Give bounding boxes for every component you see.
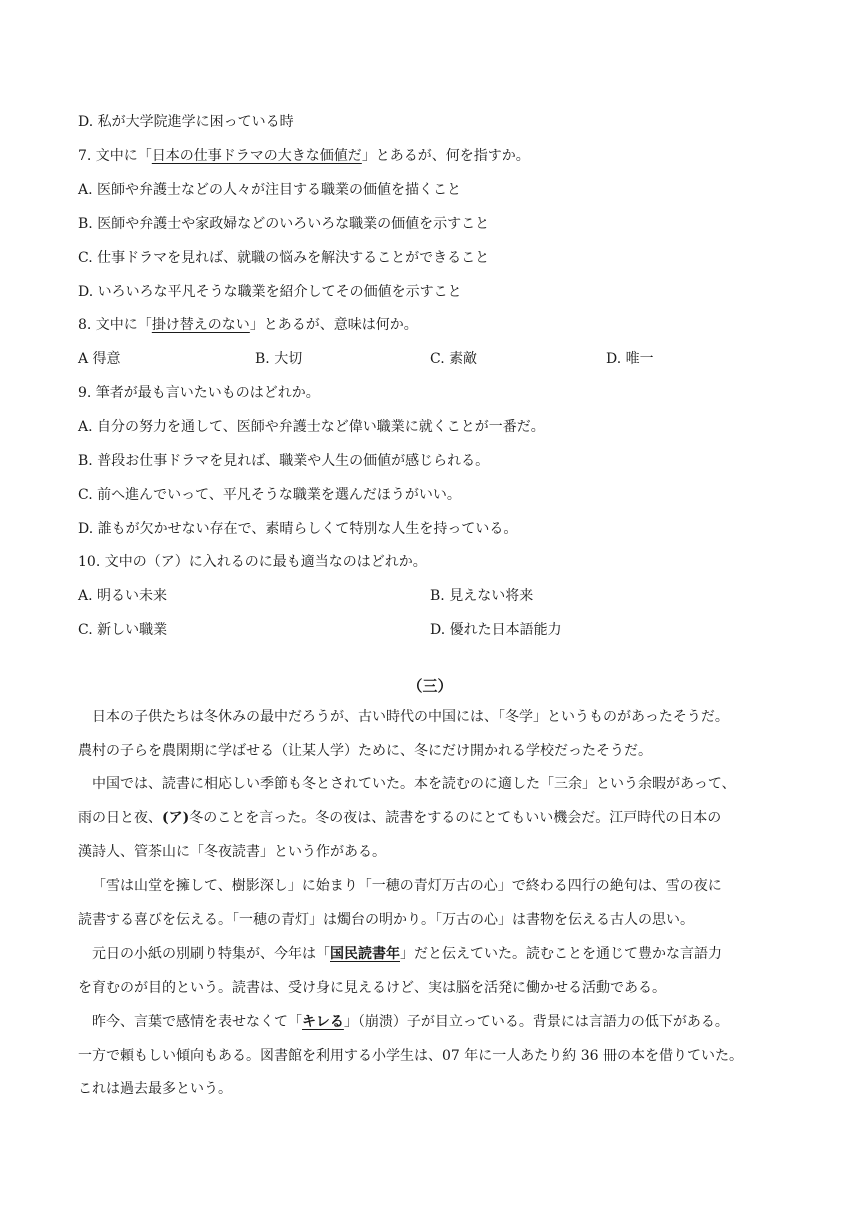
passage-text: 」だと伝えていた。読むことを通じて豊かな言語力 — [400, 946, 722, 962]
passage-text: 昨今、言葉で感情を表せなくて「 — [92, 1014, 302, 1030]
q8-stem — [78, 315, 418, 335]
passage-line: 漢詩人、管茶山に「冬夜読書」という作がある。 — [78, 844, 386, 860]
q7-option-b: B. 医師や弁護士や家政婦などのいろいろな職業の価値を示すこと — [78, 216, 490, 232]
section-title: （三） — [407, 677, 453, 695]
q9-stem: 9. 筆者が最も言いたいものはどれか。 — [78, 385, 320, 401]
passage-line: 一方で頼もしい傾向もある。図書館を利用する小学生は、07 年に一人あたり約 36 冊の本を借りていた。 — [78, 1048, 743, 1064]
q7-option-c: C. 仕事ドラマを見れば、就職の悩みを解決することができること — [78, 250, 490, 266]
passage-text: 冬のことを言った。冬の夜は、読書をするのにとてもいい機会だ。江戸時代の日本の — [189, 810, 722, 826]
q8-suffix: 」とあるが、意味は何か。 — [249, 317, 418, 333]
passage-line — [92, 944, 722, 964]
q10-option-c: C. 新しい職業 — [78, 622, 168, 638]
blank-marker: (ア) — [162, 810, 190, 826]
q10-option-d: D. 優れた日本語能力 — [430, 622, 562, 638]
q8-prefix: 8. 文中に「 — [78, 317, 152, 333]
passage-line — [92, 1012, 729, 1032]
passage-line: 「雪は山堂を擁して、樹影深し」に始まり「一穂の青灯万古の心」で終わる四行の絶句は、雪の夜に — [92, 878, 722, 894]
passage-line: を育むのが目的という。読書は、受け身に見えるけど、実は脳を活発に働かせる活動である。 — [78, 980, 666, 996]
q7-underlined-text: 日本の仕事ドラマの大きな価値だ — [151, 148, 362, 164]
q8-option-b: B. 大切 — [255, 351, 303, 367]
passage-line: 農村の子らを農閑期に学ばせる（让某人学）ために、冬にだけ開かれる学校だったそうだ。 — [78, 743, 652, 759]
q9-option-b: B. 普段お仕事ドラマを見れば、職業や人生の価値が感じられる。 — [78, 453, 490, 469]
q8-underlined-text: 掛け替えのない — [151, 317, 250, 333]
passage-line: 日本の子供たちは冬休みの最中だろうが、古い時代の中国には、「冬学」というものがあったそうだ。 — [92, 709, 729, 725]
q7-option-a: A. 医師や弁護士などの人々が注目する職業の価値を描くこと — [78, 182, 462, 198]
passage-text: 元日の小紙の別刷り特集が、今年は「 — [92, 946, 330, 962]
passage-line — [78, 808, 721, 828]
q10-stem: 10. 文中の（ア）に入れるのに最も適当なのはどれか。 — [78, 554, 427, 570]
q8-option-d: D. 唯一 — [606, 351, 654, 367]
passage-text: 」（崩溃）子が目立っている。背景には言語力の低下がある。 — [343, 1014, 729, 1030]
q9-option-c: C. 前へ進んでいって、平凡そうな職業を選んだほうがいい。 — [78, 487, 461, 503]
emphasized-term: 国民読書年 — [330, 946, 400, 962]
q9-option-a: A. 自分の努力を通して、医師や弁護士など偉い職業に就くことが一番だ。 — [78, 419, 545, 435]
q7-stem — [78, 146, 530, 166]
q9-option-d: D. 誰もが欠かせない存在で、素晴らしくて特別な人生を持っている。 — [78, 521, 518, 537]
q7-option-d: D. いろいろな平凡そうな職業を紹介してその価値を示すこと — [78, 284, 462, 300]
emphasized-term: キレる — [302, 1014, 344, 1030]
q8-option-c: C. 素敵 — [430, 351, 478, 367]
passage-line: 読書する喜びを伝える。「一穂の青灯」は燭台の明かり。「万古の心」は書物を伝える古人の思い。 — [78, 912, 694, 928]
passage-line: 中国では、読書に相応しい季節も冬とされていた。本を読むのに適した「三余」という余暇があって、 — [92, 776, 736, 792]
q8-option-a: A 得意 — [78, 351, 121, 367]
q7-prefix: 7. 文中に「 — [78, 148, 152, 164]
q10-option-b: B. 見えない将来 — [430, 588, 534, 604]
passage-text: 雨の日と夜、 — [78, 810, 162, 826]
q7-suffix: 」とあるが、何を指すか。 — [361, 148, 530, 164]
q10-option-a: A. 明るい未来 — [78, 588, 168, 604]
q6-option-d: D. 私が大学院進学に困っている時 — [78, 114, 294, 130]
passage-line: これは過去最多という。 — [78, 1081, 232, 1097]
